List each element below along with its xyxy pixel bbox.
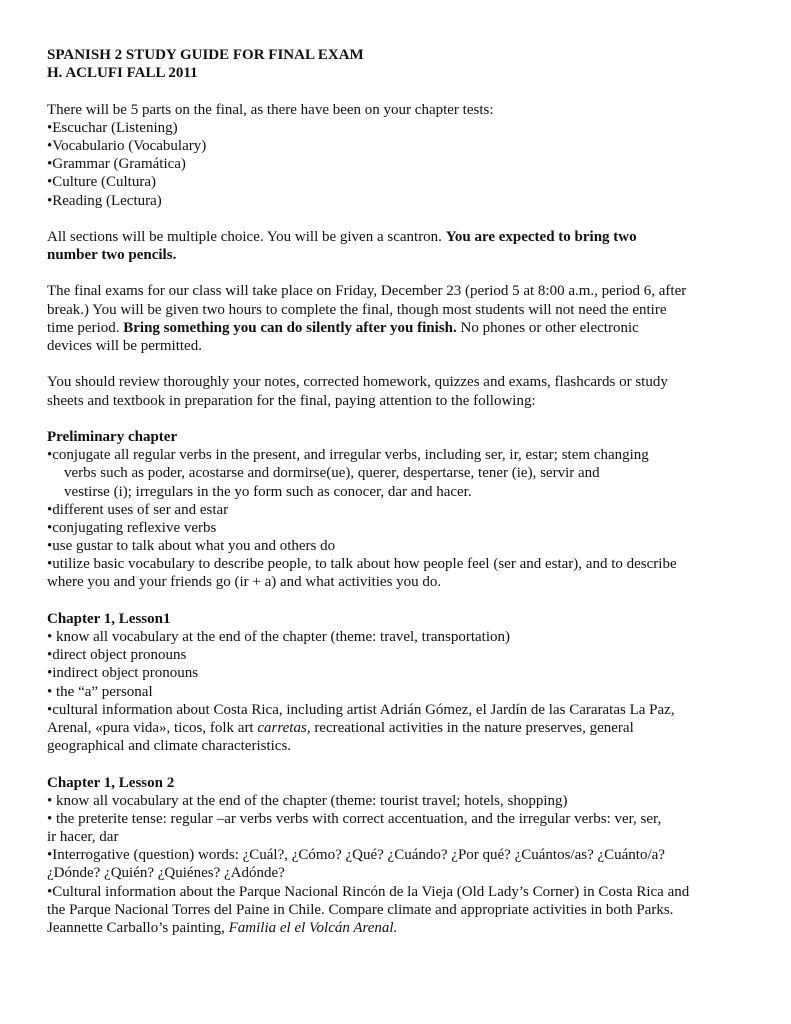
text-run: You should review thoroughly your notes, corrected homework, quizzes and exams, flashcards or study: [47, 374, 668, 391]
text-line: [47, 646, 767, 664]
bold-text: You are expected to bring two: [445, 228, 637, 245]
text-line: [47, 537, 767, 555]
study-guide-document: [47, 46, 767, 937]
text-run: •Escuchar (Listening): [47, 119, 178, 136]
text-line: [47, 737, 767, 755]
text-line: [47, 683, 767, 701]
text-line: [47, 392, 767, 410]
text-run: • the “a” personal: [47, 683, 153, 700]
text-run: •Grammar (Gramática): [47, 156, 186, 173]
text-line: [47, 701, 767, 719]
text-line: [47, 192, 767, 210]
text-run: All sections will be multiple choice. You will be given a scantron.: [47, 228, 446, 245]
text-run: vestirse (i); irregulars in the yo form such as conocer, dar and hacer.: [64, 483, 472, 500]
text-run: •Cultural information about the Parque Nacional Rincón de la Vieja (Old Lady’s Corner) in Costa Rica and: [47, 883, 690, 900]
text-line: [47, 610, 767, 628]
schedule-paragraph: [47, 282, 767, 355]
text-run: , recreational activities in the nature preserves, general: [306, 719, 634, 736]
text-run: Jeannette Carballo’s painting,: [47, 920, 229, 936]
paragraph-spacer: [47, 755, 767, 773]
bold-text: H. ACLUFI FALL 2011: [47, 65, 198, 82]
text-run: the Parque Nacional Torres del Paine in Chile. Compare climate and appropriate activities in both Parks.: [47, 901, 674, 918]
text-line: [47, 301, 767, 319]
text-line: [47, 228, 767, 246]
bold-text: Bring something you can do silently after you finish.: [123, 319, 457, 336]
text-line: [47, 119, 767, 137]
text-line: [47, 846, 767, 864]
text-line: [47, 246, 767, 264]
text-line: [47, 883, 767, 901]
text-run: verbs such as poder, acostarse and dormirse(ue), querer, despertarse, tener (ie), servir and: [64, 465, 600, 482]
section-preliminary-chapter: [47, 428, 767, 592]
text-line: [47, 155, 767, 173]
bold-text: Chapter 1, Lesson1: [47, 610, 171, 627]
text-line: [47, 319, 767, 337]
text-run: •Vocabulario (Vocabulary): [47, 137, 207, 154]
bold-text: Preliminary chapter: [47, 428, 178, 445]
text-line: [47, 792, 767, 810]
text-run: •cultural information about Costa Rica, including artist Adrián Gómez, el Jardín de las Cararatas La Paz,: [47, 701, 675, 718]
text-line: [47, 774, 767, 792]
paragraph-spacer: [47, 592, 767, 610]
review-paragraph: [47, 373, 767, 409]
text-run: time period.: [47, 319, 124, 336]
text-line: [47, 428, 767, 446]
bold-text: number two pencils.: [47, 247, 177, 264]
text-line: [47, 483, 767, 501]
text-run: •utilize basic vocabulary to describe people, to talk about how people feel (ser and estar), and to describe: [47, 556, 677, 573]
text-run: •use gustar to talk about what you and others do: [47, 538, 336, 555]
text-run: The final exams for our class will take place on Friday, December 23 (period 5 at 8:00 a.m., period 6, after: [47, 283, 687, 300]
text-line: [47, 501, 767, 519]
text-run: There will be 5 parts on the final, as there have been on your chapter tests:: [47, 101, 494, 118]
text-line: [47, 282, 767, 300]
paragraph-spacer: [47, 355, 767, 373]
text-line: [47, 919, 767, 937]
paragraph-spacer: [47, 264, 767, 282]
text-run: • know all vocabulary at the end of the chapter (theme: travel, transportation): [47, 629, 510, 645]
bold-text: Chapter 1, Lesson 2: [47, 774, 175, 791]
format-paragraph: [47, 228, 767, 264]
text-run: ¿Dónde? ¿Quién? ¿Quiénes? ¿Adónde?: [47, 865, 285, 882]
text-run: •indirect object pronouns: [47, 665, 199, 682]
text-run: sheets and textbook in preparation for the final, paying attention to the following:: [47, 392, 536, 409]
text-line: [47, 173, 767, 191]
text-line: [47, 719, 767, 737]
text-line: [47, 446, 767, 464]
text-line: [47, 664, 767, 682]
text-line: [47, 901, 767, 919]
text-line: [47, 46, 767, 64]
text-line: [47, 337, 767, 355]
text-line: [47, 373, 767, 391]
text-line: [47, 628, 767, 646]
text-run: • the preterite tense: regular –ar verbs verbs with correct accentuation, and the irregular verbs: ver, ser,: [47, 810, 662, 827]
paragraph-spacer: [47, 210, 767, 228]
text-line: [47, 101, 767, 119]
text-run: devices will be permitted.: [47, 338, 202, 354]
text-line: [47, 810, 767, 828]
italic-text: Familia el el Volcán Arenal.: [228, 920, 398, 936]
text-line: [47, 828, 767, 846]
text-run: where you and your friends go (ir + a) and what activities you do.: [47, 574, 442, 591]
text-run: Arenal, «pura vida», ticos, folk art: [47, 719, 258, 736]
text-run: •direct object pronouns: [47, 647, 187, 664]
paragraph-spacer: [47, 410, 767, 428]
text-run: •conjugate all regular verbs in the present, and irregular verbs, including ser, ir, estar; stem changing: [47, 447, 649, 464]
section-chapter-1-lesson-1: [47, 610, 767, 756]
text-line: [47, 64, 767, 82]
text-line: [47, 864, 767, 882]
text-run: • know all vocabulary at the end of the chapter (theme: tourist travel; hotels, shopping): [47, 792, 568, 809]
text-run: break.) You will be given two hours to complete the final, though most students will not need the entire: [47, 301, 667, 318]
exam-parts: [47, 101, 767, 210]
text-line: [47, 519, 767, 537]
text-run: •conjugating reflexive verbs: [47, 519, 217, 536]
italic-text: carretas: [257, 719, 307, 736]
text-run: No phones or other electronic: [456, 319, 639, 336]
document-title: [47, 46, 767, 82]
text-line: [47, 573, 767, 591]
text-run: •Culture (Cultura): [47, 174, 156, 191]
section-chapter-1-lesson-2: [47, 774, 767, 938]
text-line: [47, 555, 767, 573]
text-run: •Interrogative (question) words: ¿Cuál?, ¿Cómo? ¿Qué? ¿Cuándo? ¿Por qué? ¿Cuántos/as? ¿Cuánto/a?: [47, 847, 665, 864]
text-line: [47, 464, 767, 482]
bold-text: SPANISH 2 STUDY GUIDE FOR FINAL EXAM: [47, 47, 364, 63]
text-run: •Reading (Lectura): [47, 192, 162, 209]
text-run: •different uses of ser and estar: [47, 501, 229, 518]
text-run: ir hacer, dar: [47, 829, 119, 846]
text-run: geographical and climate characteristics.: [47, 738, 292, 755]
text-line: [47, 137, 767, 155]
paragraph-spacer: [47, 82, 767, 100]
